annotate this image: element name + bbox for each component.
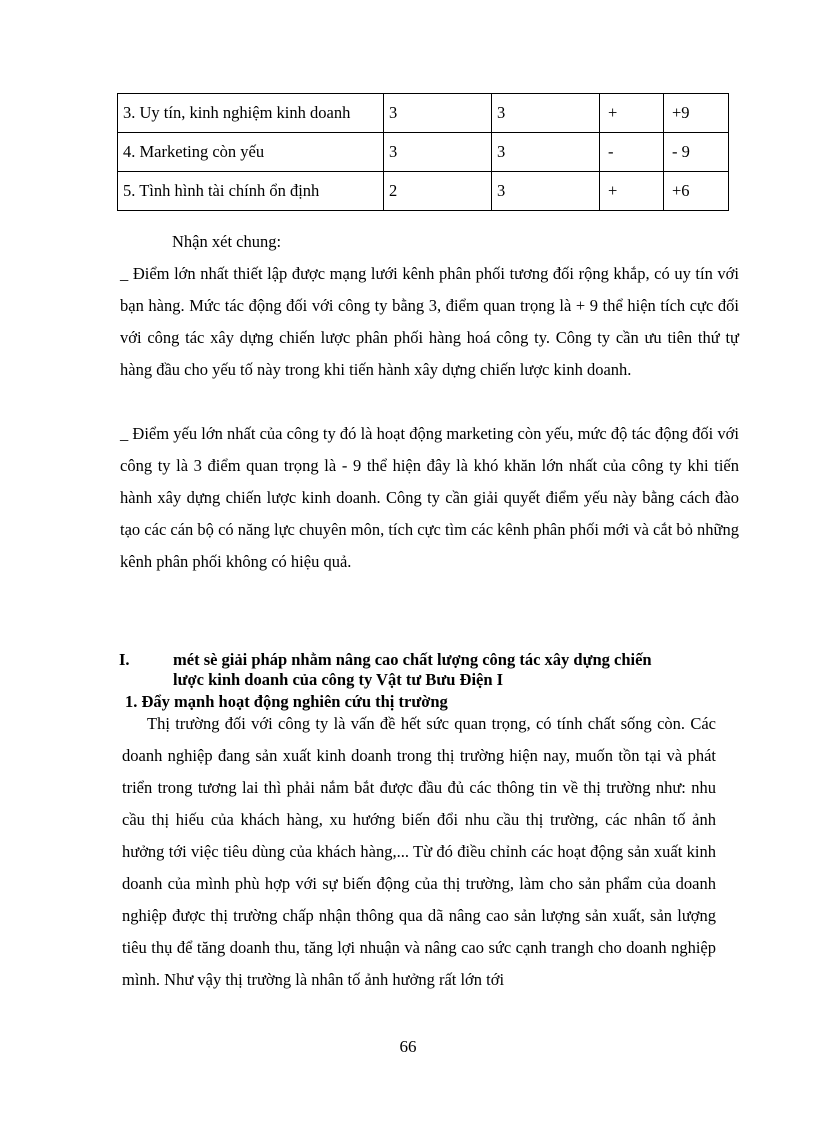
- table-cell-impact: 3: [384, 133, 492, 172]
- table-cell-sign: +: [600, 94, 664, 133]
- table-cell-score: +6: [664, 172, 729, 211]
- table-cell-impact: 3: [384, 94, 492, 133]
- strength-paragraph: _ Điểm lớn nhất thiết lập được mạng lưới kênh phân phối tương đối rộng khắp, có uy tín với bạn hàng. Mức tác động đối với công ty bằng 3, điểm quan trọng là + 9 thể hiện tích cực đối với công tác xây dựng chiến lược phân phối hàng hoá công ty. Công ty cần ưu tiên thứ tự hàng đầu cho yếu tố này trong khi tiến hành xây dựng chiến lược kinh doanh.: [120, 264, 739, 379]
- table-row: [118, 172, 729, 211]
- table-cell-importance: 3: [492, 133, 600, 172]
- table-row: [118, 133, 729, 172]
- table-cell-importance: 3: [492, 94, 600, 133]
- table-cell-score: +9: [664, 94, 729, 133]
- section-number: I.: [119, 650, 130, 669]
- factor-table: [117, 93, 729, 211]
- subsection-title: 1. Đẩy mạnh hoạt động nghiên cứu thị trường: [125, 692, 448, 711]
- table-cell-factor: 5. Tình hình tài chính ổn định: [118, 172, 384, 211]
- subsection-body: Thị trường đối với công ty là vấn đề hết sức quan trọng, có tính chất sống còn. Các doanh nghiệp đang sản xuất kinh doanh trong thị trường hiện nay, muốn tồn tại và phát triển trong tương lai thì phải nắm bắt được đầu đủ các thông tin về thị trường như: nhu cầu thị hiếu của khách hàng, xu hướng biến đổi nhu cầu thị trường, các nhân tố ảnh hưởng tới việc tiêu dùng của khách hàng,... Từ đó điều chỉnh các hoạt động sản xuất kinh doanh của mình phù hợp với sự biến động của thị trường, làm cho sản phẩm của doanh nghiệp được thị trường chấp nhận thông qua dã nâng cao sản lượng sản xuất, sản lượng tiêu thụ để tăng doanh thu, tăng lợi nhuận và nâng cao sức cạnh trangh cho doanh nghiệp mình. Như vậy thị trường là nhân tố ảnh hưởng rất lớn tới: [122, 714, 716, 989]
- table-cell-sign: -: [600, 133, 664, 172]
- comments-heading: Nhận xét chung:: [172, 232, 282, 251]
- table-cell-factor: 3. Uy tín, kinh nghiệm kinh doanh: [118, 94, 384, 133]
- section-title-line-1: mét sè giải pháp nhằm nâng cao chất lượng công tác xây dựng chiến: [173, 650, 652, 669]
- table-cell-score: - 9: [664, 133, 729, 172]
- section-title-line-2: lược kinh doanh của công ty Vật tư Bưu Điện I: [173, 670, 504, 689]
- table-cell-impact: 2: [384, 172, 492, 211]
- page-number: 66: [399, 1037, 417, 1056]
- table-row: [118, 94, 729, 133]
- table-cell-importance: 3: [492, 172, 600, 211]
- table-cell-factor: 4. Marketing còn yếu: [118, 133, 384, 172]
- table-cell-sign: +: [600, 172, 664, 211]
- weakness-paragraph: _ Điểm yếu lớn nhất của công ty đó là hoạt động marketing còn yếu, mức độ tác động đối với công ty là 3 điểm quan trọng là - 9 thể hiện đây là khó khăn lớn nhất của công ty khi tiến hành xây dựng chiến lược kinh doanh. Công ty cần giải quyết điểm yếu này bằng cách đào tạo các cán bộ có năng lực chuyên môn, tích cực tìm các kênh phân phối mới và cắt bỏ những kênh phân phối không có hiệu quả.: [120, 424, 739, 571]
